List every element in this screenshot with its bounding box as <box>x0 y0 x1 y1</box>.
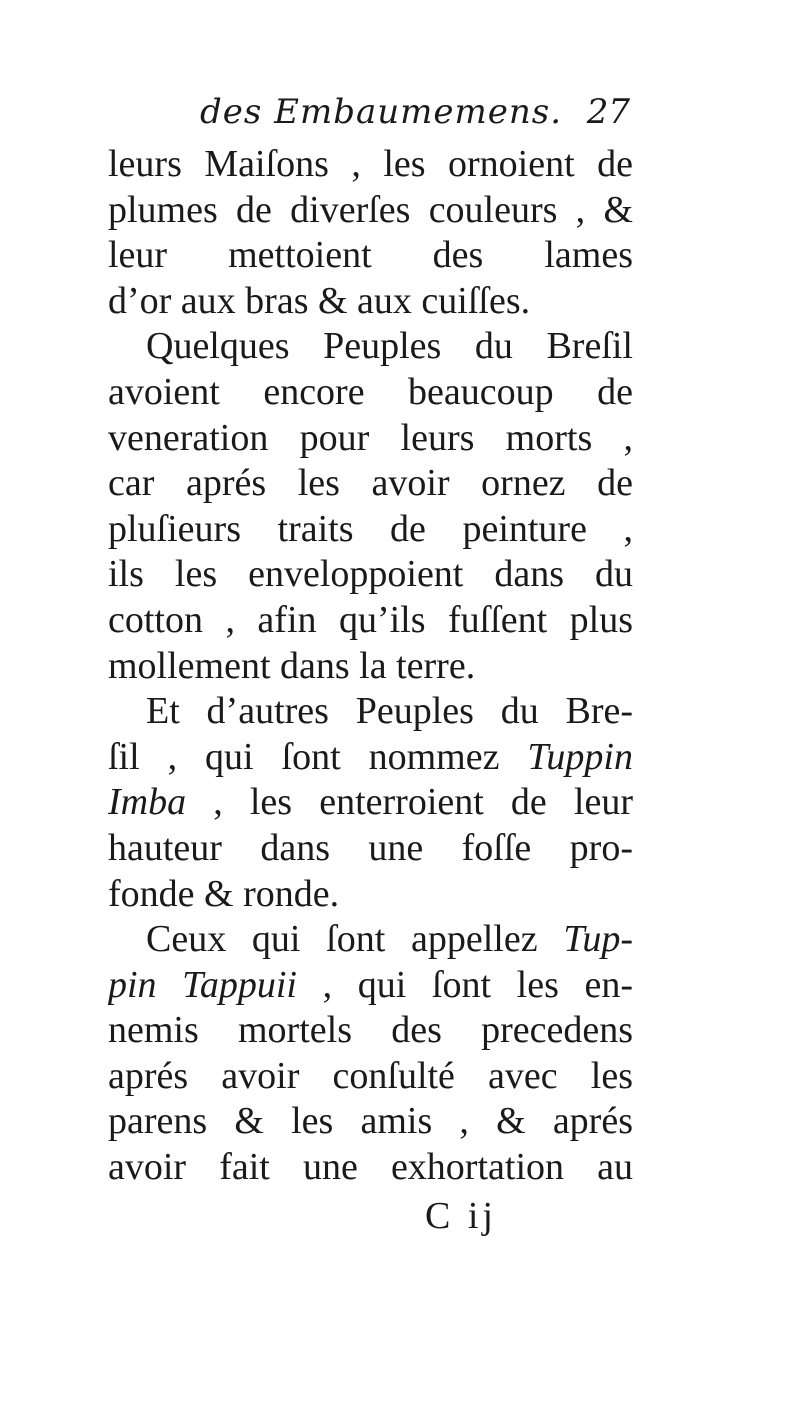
text-line: cotton , afin qu’ils fuſſent plus <box>108 598 633 641</box>
text-line: ils les enveloppoient dans du <box>108 553 633 596</box>
text-line: hauteur dans une foſſe pro- <box>108 826 633 869</box>
text-line <box>108 963 633 1009</box>
text-segment: Ceux qui ſont appellez <box>146 918 538 961</box>
text-segment: , les enterroient de leur <box>213 781 633 824</box>
text-line: plumes de diverſes couleurs , & <box>108 188 633 231</box>
italic-name: Tup- <box>563 918 633 961</box>
text-line: leurs Maiſons , les ornoient de <box>108 143 633 185</box>
running-title: des Embaumemens. <box>200 92 563 132</box>
running-head <box>108 92 630 142</box>
text-line: aprés avoir conſulté avec les <box>108 1054 633 1097</box>
text-line: d’or aux bras & aux cuiſſes. <box>108 279 531 322</box>
text-line <box>108 780 633 826</box>
text-line: avoir fait une exhortation au <box>108 1146 633 1189</box>
page-number: 27 <box>586 92 630 132</box>
text-line: nemis mortels des precedens <box>108 1009 633 1052</box>
text-line <box>108 735 633 781</box>
italic-name: Imba <box>108 781 187 824</box>
text-segment: , qui ſont les en- <box>322 963 633 1006</box>
text-line: Et d’autres Peuples du Bre- <box>146 690 633 733</box>
signature-mark: C ij <box>425 1195 497 1237</box>
text-segment: ſil , qui ſont nommez <box>108 735 500 778</box>
text-line <box>108 917 633 963</box>
text-line: car aprés les avoir ornez de <box>108 462 633 505</box>
text-line: mollement dans la terre. <box>108 644 476 687</box>
body-text <box>108 142 633 1191</box>
text-line: Quelques Peuples du Breſil <box>146 325 633 368</box>
text-line: leur mettoient des lames <box>108 234 633 277</box>
text-line: avoient encore beaucoup de <box>108 370 633 413</box>
text-line: veneration pour leurs morts , <box>108 416 633 459</box>
italic-name: pin Tappuii <box>108 963 297 1006</box>
text-line: parens & les amis , & aprés <box>108 1100 633 1143</box>
text-line: pluſieurs traits de peinture , <box>108 507 633 550</box>
text-line: fonde & ronde. <box>108 872 340 915</box>
italic-name: Tuppin <box>527 735 633 778</box>
